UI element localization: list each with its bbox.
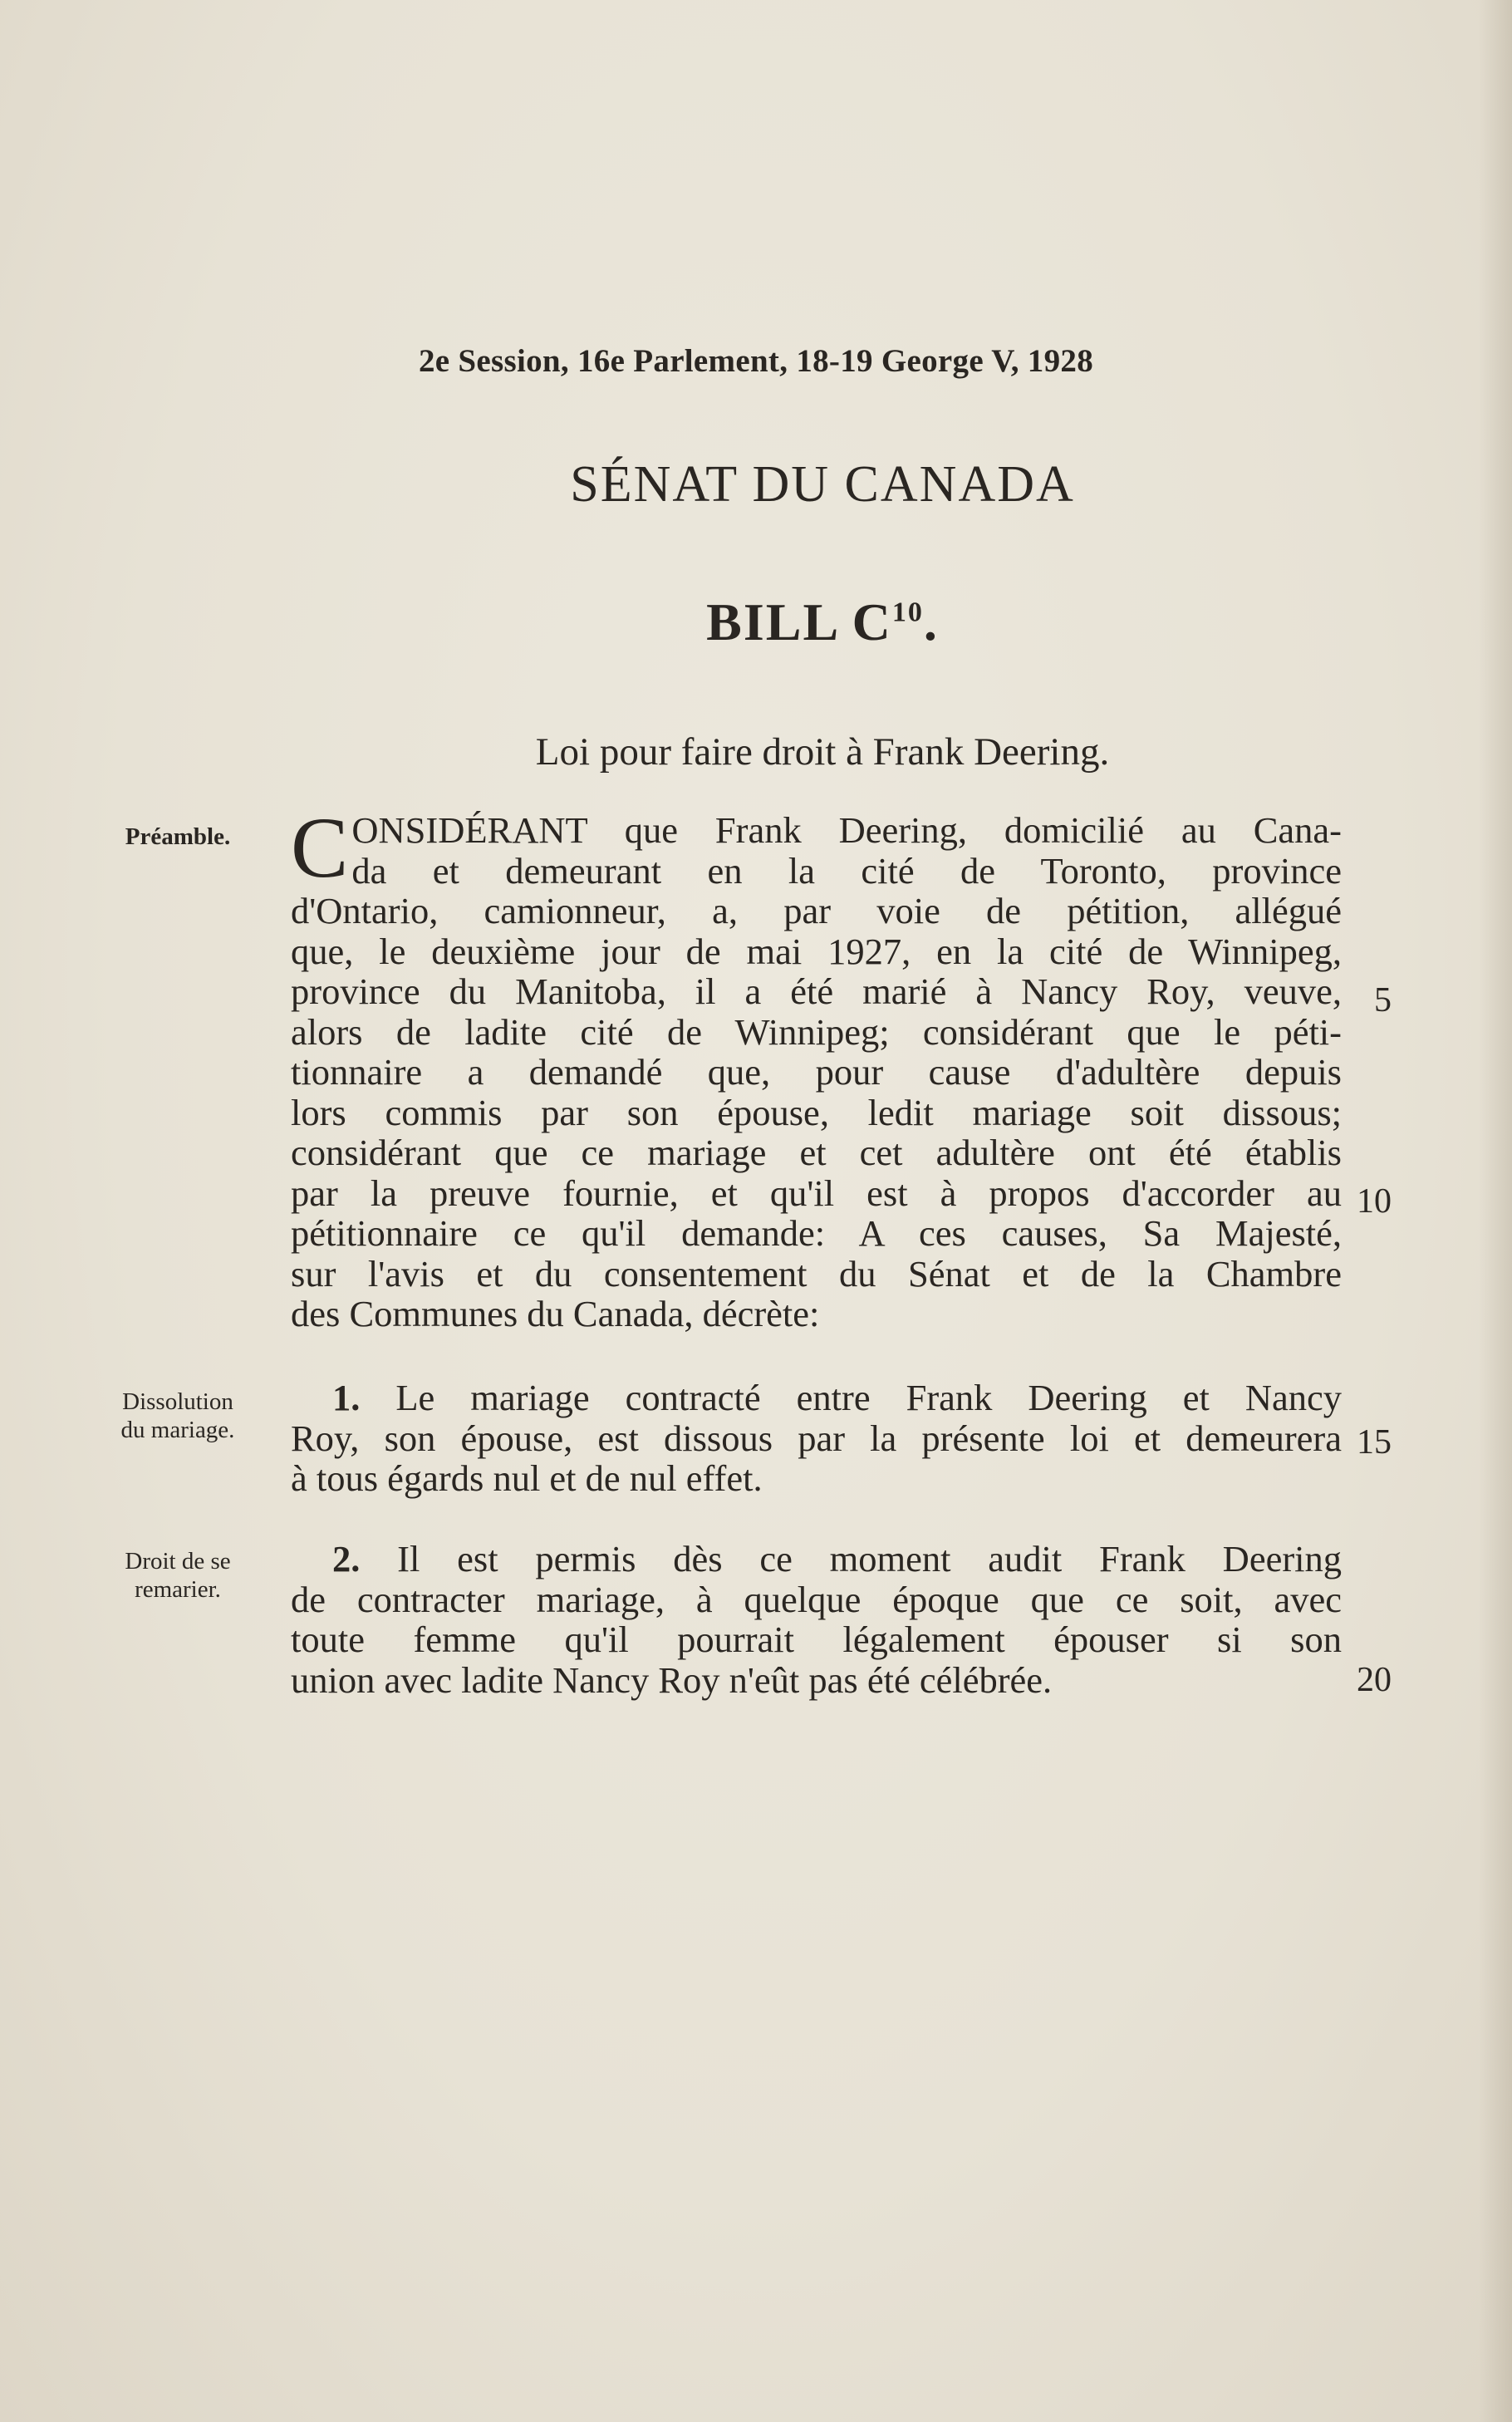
line-number: 5	[1374, 981, 1392, 1019]
preamble-line: province du Manitoba, il a été marié à Nancy Roy, veuve,	[291, 970, 1342, 1012]
section-2-line: toute femme qu'il pourrait légalement épouser si son	[291, 1619, 1342, 1660]
margin-note-dissolution-line1: Dissolution	[122, 1388, 233, 1415]
preamble-line: da et demeurant en la cité de Toronto, province	[351, 849, 1342, 892]
preamble-dropcap: C	[291, 800, 349, 896]
chamber-title: SÉNAT DU CANADA	[570, 456, 1075, 513]
preamble-line: d'Ontario, camionneur, a, par voie de pétition, allégué	[291, 890, 1342, 931]
preamble-line: pétitionnaire ce qu'il demande: A ces causes, Sa Majesté,	[291, 1212, 1342, 1254]
preamble-line: que, le deuxième jour de mai 1927, en la cité de Winnipeg,	[291, 930, 1342, 972]
bill-prefix: BILL C	[706, 592, 892, 651]
section-1-number: 1.	[332, 1377, 361, 1418]
section-2-line-text: Il est permis dès ce moment audit Frank Deering	[397, 1538, 1343, 1579]
bill-number	[0, 592, 1512, 653]
section-2-number: 2.	[332, 1538, 361, 1579]
margin-note-remarry	[98, 1547, 258, 1604]
preamble-line: considérant que ce mariage et cet adultère ont été établis	[291, 1132, 1342, 1173]
preamble-line: par la preuve fournie, et qu'il est à propos d'accorder au	[291, 1172, 1342, 1214]
section-1-line: Roy, son épouse, est dissous par la présente loi et demeurera	[291, 1417, 1342, 1459]
section-1	[291, 1378, 1342, 1499]
margin-note-dissolution	[98, 1388, 258, 1444]
preamble-line: sur l'avis et du consentement du Sénat et de la Chambre	[291, 1252, 1342, 1295]
section-1-line-text: Le mariage contracté entre Frank Deering et Nancy	[395, 1377, 1342, 1418]
section-1-line: à tous égards nul et de nul effet.	[291, 1457, 763, 1499]
preamble-line: lors commis par son épouse, ledit mariage soit dissous;	[291, 1091, 1342, 1133]
session-header: 2e Session, 16e Parlement, 18-19 George V, 1928	[418, 343, 1094, 379]
bill-suffix: .	[923, 592, 939, 651]
preamble-text	[291, 800, 1342, 1334]
margin-note-preamble: Préamble.	[125, 823, 231, 850]
section-1-line	[291, 1378, 1342, 1418]
section-2	[291, 1539, 1342, 1700]
line-number: 15	[1357, 1423, 1392, 1462]
margin-note-remarry-line1: Droit de se	[125, 1548, 231, 1575]
bill-short-title: Loi pour faire droit à Frank Deering.	[535, 730, 1110, 774]
line-number: 10	[1357, 1182, 1392, 1221]
margin-note-dissolution-line2: du mariage.	[120, 1417, 235, 1443]
margin-note-remarry-line2: remarier.	[135, 1576, 221, 1603]
section-2-line	[291, 1539, 1342, 1579]
preamble-line: tionnaire a demandé que, pour cause d'adultère depuis	[291, 1051, 1342, 1093]
preamble-line: alors de ladite cité de Winnipeg; considérant que le péti-	[291, 1010, 1342, 1053]
line-number: 20	[1357, 1661, 1392, 1699]
section-2-line: union avec ladite Nancy Roy n'eût pas été célébrée.	[291, 1658, 1053, 1701]
preamble-line: des Communes du Canada, décrète:	[291, 1293, 820, 1334]
bill-superscript: 10	[891, 597, 924, 628]
section-2-line: de contracter mariage, à quelque époque que ce soit, avec	[291, 1578, 1342, 1620]
preamble-line: ONSIDÉRANT que Frank Deering, domicilié au Cana-	[351, 809, 1342, 851]
